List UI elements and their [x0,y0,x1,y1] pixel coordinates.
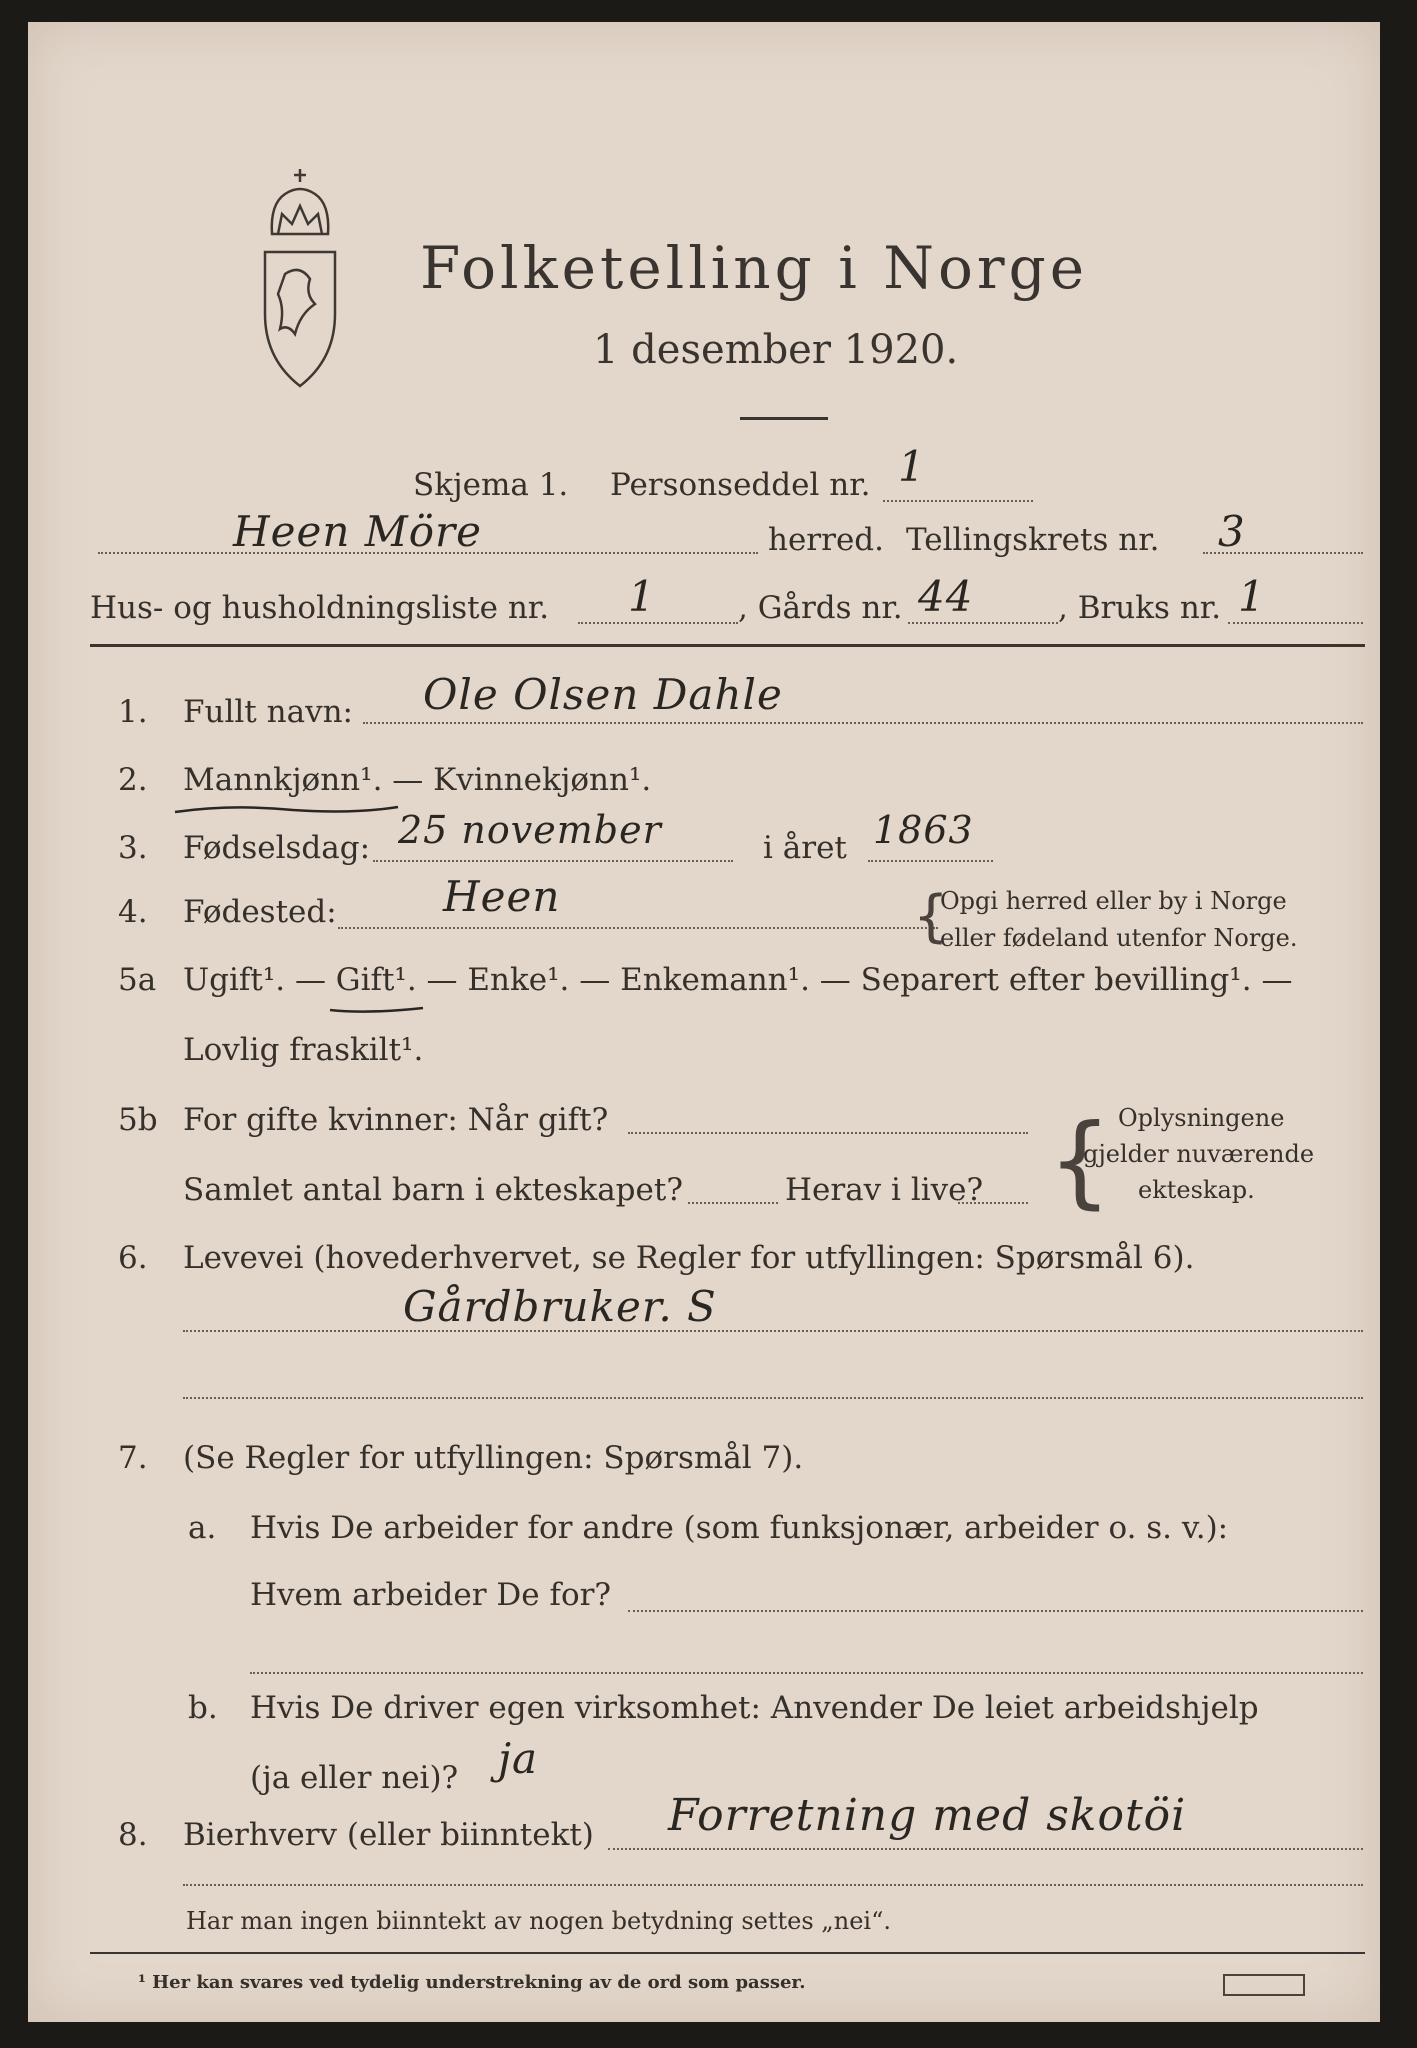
q8-line [608,1848,1363,1850]
gender-underline [173,802,403,816]
q5b-note-2: gjelder nuværende [1083,1140,1315,1168]
q7a-number: a. [188,1510,217,1546]
q2-number: 2. [118,762,148,798]
q4-number: 4. [118,894,148,930]
q8-number: 8. [118,1817,148,1853]
q5b-label: For gifte kvinner: Når gift? [183,1102,609,1138]
q7a-label-2: Hvem arbeider De for? [250,1577,612,1613]
q7b-label-2: (ja eller nei)? [250,1760,459,1796]
marital-underline [328,1002,428,1016]
gards-line [908,622,1058,624]
marital-options: Ugift¹. — Gift¹. — Enke¹. — Enkemann¹. — Separert efter bevilling¹. — [183,962,1293,998]
q7a-line-2 [250,1672,1363,1674]
q3-number: 3. [118,830,148,866]
q8-line-2 [183,1884,1363,1886]
q6-label: Levevei (hovederhvervet, se Regler for utfyllingen: Spørsmål 6). [183,1240,1195,1276]
header-divider [90,644,1365,647]
hired-help-value[interactable]: ja [498,1734,539,1783]
gards-value[interactable]: 44 [918,572,974,621]
marital-options-2: Lovlig fraskilt¹. [183,1032,424,1068]
q3-line [373,860,733,862]
bruks-line [1228,622,1363,624]
q3-year-label: i året [763,830,847,866]
q7b-label: Hvis De driver egen virksomhet: Anvender De leiet arbeidshjelp [250,1690,1259,1726]
q3-year-line [868,860,993,862]
q5b-note-3: ekteskap. [1138,1176,1255,1204]
personseddel-line [883,500,1033,502]
q8-label: Bierhverv (eller biinntekt) [183,1817,594,1853]
occupation-value[interactable]: Gårdbruker. S [403,1282,717,1331]
q5b-number: 5b [118,1102,158,1138]
q1-line [363,722,1363,724]
birthday-value[interactable]: 25 november [398,808,662,852]
q5b-line-2 [688,1202,778,1204]
birth-year-value[interactable]: 1863 [873,808,974,852]
q4-note-2: eller fødeland utenfor Norge. [940,924,1298,952]
q6-line [183,1330,1363,1332]
schema-label: Skjema 1. [413,467,569,503]
husliste-label: Hus- og husholdningsliste nr. [90,590,550,626]
census-date: 1 desember 1920. [593,327,959,373]
q7b-number: b. [188,1690,218,1726]
q4-note-1: Opgi herred eller by i Norge [940,887,1287,915]
q6-number: 6. [118,1240,148,1276]
q4-label: Fødested: [183,894,337,930]
gards-label: , Gårds nr. [738,590,903,626]
q5b-label-2: Samlet antal barn i ekteskapet? [183,1172,683,1208]
q6-line-2 [183,1397,1363,1399]
q3-label: Fødselsdag: [183,830,371,866]
personseddel-value[interactable]: 1 [898,442,926,491]
q4-brace: { [913,884,949,949]
tellingskrets-value[interactable]: 3 [1218,507,1246,556]
herred-label: herred. [768,522,884,558]
full-name-value[interactable]: Ole Olsen Dahle [423,670,783,719]
husliste-value[interactable]: 1 [628,572,656,621]
husliste-line [578,622,738,624]
title-divider [740,417,828,420]
q7a-line [628,1610,1363,1612]
q4-line [338,927,938,929]
q1-number: 1. [118,694,148,730]
q5b-line [628,1132,1028,1134]
printer-stamp [1223,1974,1305,1996]
q7-number: 7. [118,1440,148,1476]
q1-label: Fullt navn: [183,694,353,730]
q5b-brace: { [1048,1102,1112,1219]
q5b-line-3 [958,1202,1028,1204]
bruks-value[interactable]: 1 [1238,572,1266,621]
q7-label: (Se Regler for utfyllingen: Spørsmål 7). [183,1440,804,1476]
q7a-label: Hvis De arbeider for andre (som funksjonær, arbeider o. s. v.): [250,1510,1229,1546]
q5b-label-3: Herav i live? [785,1172,984,1208]
census-form [28,22,1380,2022]
gender-options: Mannkjønn¹. — Kvinnekjønn¹. [183,762,652,798]
q5b-note-1: Oplysningene [1118,1104,1285,1132]
herred-value[interactable]: Heen Möre [233,507,482,556]
q8-note: Har man ingen biinntekt av nogen betydning settes „nei“. [186,1907,891,1935]
footer-divider [90,1952,1365,1954]
side-income-value[interactable]: Forretning med skotöi [668,1790,1187,1841]
birthplace-value[interactable]: Heen [443,872,561,921]
bruks-label: , Bruks nr. [1058,590,1222,626]
tellingskrets-label: Tellingskrets nr. [906,522,1160,558]
form-title: Folketelling i Norge [420,234,1089,302]
coat-of-arms-icon [250,164,350,394]
personseddel-label: Personseddel nr. [610,467,871,503]
footnote: ¹ Her kan svares ved tydelig understrekning av de ord som passer. [138,1972,806,1993]
q5a-number: 5a [118,962,157,998]
